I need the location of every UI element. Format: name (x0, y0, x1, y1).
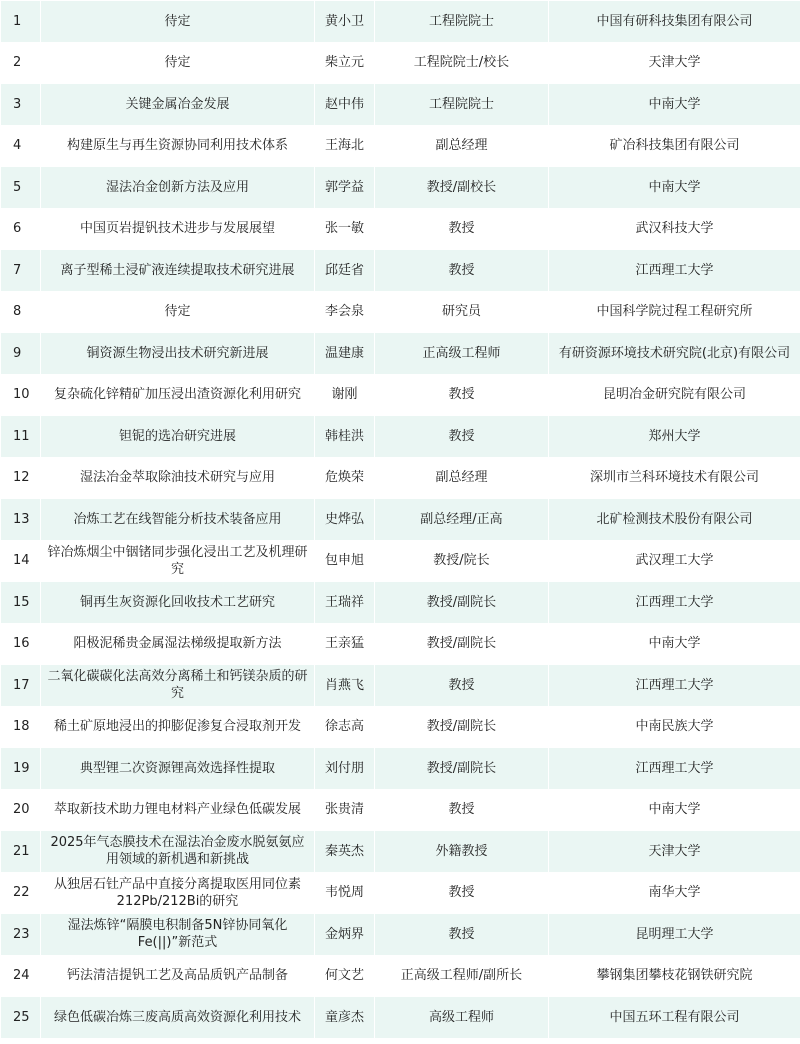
speaker-name: 黄小卫 (315, 1, 375, 43)
table-row (1, 665, 800, 707)
speaker-table-body (1, 1, 800, 1039)
table-row (1, 540, 800, 582)
speaker-name: 邱廷省 (315, 250, 375, 292)
table-row (1, 125, 800, 167)
speaker-name: 王海北 (315, 125, 375, 167)
speaker-name: 柴立元 (315, 42, 375, 84)
talk-title: 冶炼工艺在线智能分析技术装备应用 (41, 499, 315, 541)
row-number: 4 (1, 125, 41, 167)
row-number: 11 (1, 416, 41, 458)
speaker-role: 教授/副院长 (375, 706, 549, 748)
row-number: 19 (1, 748, 41, 790)
table-row (1, 333, 800, 375)
table-row (1, 955, 800, 997)
speaker-organization: 北矿检测技术股份有限公司 (549, 499, 800, 541)
speaker-role: 副总经理/正高 (375, 499, 549, 541)
speaker-name: 何文艺 (315, 955, 375, 997)
speaker-organization: 中南大学 (549, 167, 800, 209)
speaker-name: 张贵清 (315, 789, 375, 831)
table-row (1, 208, 800, 250)
talk-title: 绿色低碳冶炼三废高质高效资源化利用技术 (41, 997, 315, 1039)
row-number: 5 (1, 167, 41, 209)
talk-title: 萃取新技术助力锂电材料产业绿色低碳发展 (41, 789, 315, 831)
speaker-organization: 矿冶科技集团有限公司 (549, 125, 800, 167)
row-number: 21 (1, 831, 41, 873)
speaker-name: 童彦杰 (315, 997, 375, 1039)
talk-title: 钽铌的选冶研究进展 (41, 416, 315, 458)
speaker-role: 工程院院士 (375, 84, 549, 126)
speaker-role: 工程院院士/校长 (375, 42, 549, 84)
table-row (1, 167, 800, 209)
speaker-role: 教授 (375, 416, 549, 458)
speaker-name: 韦悦周 (315, 872, 375, 914)
row-number: 6 (1, 208, 41, 250)
table-row (1, 789, 800, 831)
speaker-organization: 中国五环工程有限公司 (549, 997, 800, 1039)
talk-title: 离子型稀土浸矿液连续提取技术研究进展 (41, 250, 315, 292)
table-row (1, 831, 800, 873)
speaker-organization: 江西理工大学 (549, 748, 800, 790)
row-number: 22 (1, 872, 41, 914)
talk-title: 待定 (41, 1, 315, 43)
speaker-organization: 江西理工大学 (549, 250, 800, 292)
speaker-organization: 中南大学 (549, 84, 800, 126)
row-number: 17 (1, 665, 41, 707)
talk-title: 从独居石钍产品中直接分离提取医用同位素212Pb/212Bi的研究 (41, 872, 315, 914)
row-number: 25 (1, 997, 41, 1039)
row-number: 13 (1, 499, 41, 541)
row-number: 15 (1, 582, 41, 624)
speaker-role: 教授 (375, 250, 549, 292)
row-number: 1 (1, 1, 41, 43)
speaker-name: 王瑞祥 (315, 582, 375, 624)
table-row (1, 374, 800, 416)
talk-title: 稀土矿原地浸出的抑膨促渗复合浸取剂开发 (41, 706, 315, 748)
row-number: 10 (1, 374, 41, 416)
talk-title: 二氧化碳碳化法高效分离稀土和钙镁杂质的研究 (41, 665, 315, 707)
speaker-name: 李会泉 (315, 291, 375, 333)
table-row (1, 706, 800, 748)
talk-title: 铜再生灰资源化回收技术工艺研究 (41, 582, 315, 624)
speaker-role: 正高级工程师/副所长 (375, 955, 549, 997)
speaker-organization: 中南大学 (549, 623, 800, 665)
speaker-role: 教授 (375, 374, 549, 416)
talk-title: 湿法炼锌“隔膜电积制备5N锌协同氧化Fe(||)”新范式 (41, 914, 315, 956)
talk-title: 湿法冶金萃取除油技术研究与应用 (41, 457, 315, 499)
table-row (1, 84, 800, 126)
talk-title: 待定 (41, 42, 315, 84)
speaker-organization: 有研资源环境技术研究院(北京)有限公司 (549, 333, 800, 375)
speaker-role: 正高级工程师 (375, 333, 549, 375)
speaker-organization: 南华大学 (549, 872, 800, 914)
speaker-organization: 攀钢集团攀枝花钢铁研究院 (549, 955, 800, 997)
speaker-organization: 中国有研科技集团有限公司 (549, 1, 800, 43)
speaker-role: 教授 (375, 665, 549, 707)
speaker-organization: 中国科学院过程工程研究所 (549, 291, 800, 333)
speaker-role: 教授/副院长 (375, 748, 549, 790)
speaker-role: 外籍教授 (375, 831, 549, 873)
speaker-role: 研究员 (375, 291, 549, 333)
row-number: 24 (1, 955, 41, 997)
speaker-role: 教授/副院长 (375, 623, 549, 665)
talk-title: 2025年气态膜技术在湿法冶金废水脱氨氨应用领域的新机遇和新挑战 (41, 831, 315, 873)
speaker-role: 教授 (375, 789, 549, 831)
speaker-organization: 江西理工大学 (549, 582, 800, 624)
talk-title: 关键金属冶金发展 (41, 84, 315, 126)
talk-title: 复杂硫化锌精矿加压浸出渣资源化利用研究 (41, 374, 315, 416)
speaker-organization: 昆明冶金研究院有限公司 (549, 374, 800, 416)
row-number: 8 (1, 291, 41, 333)
table-row (1, 623, 800, 665)
talk-title: 湿法冶金创新方法及应用 (41, 167, 315, 209)
talk-title: 钙法清洁提钒工艺及高品质钒产品制备 (41, 955, 315, 997)
talk-title: 构建原生与再生资源协同利用技术体系 (41, 125, 315, 167)
speaker-organization: 昆明理工大学 (549, 914, 800, 956)
talk-title: 阳极泥稀贵金属湿法梯级提取新方法 (41, 623, 315, 665)
row-number: 18 (1, 706, 41, 748)
speaker-organization: 中南民族大学 (549, 706, 800, 748)
table-row (1, 42, 800, 84)
row-number: 12 (1, 457, 41, 499)
speaker-organization: 武汉科技大学 (549, 208, 800, 250)
speaker-role: 教授/院长 (375, 540, 549, 582)
speaker-organization: 深圳市兰科环境技术有限公司 (549, 457, 800, 499)
speaker-organization: 武汉理工大学 (549, 540, 800, 582)
talk-title: 典型锂二次资源锂高效选择性提取 (41, 748, 315, 790)
talk-title: 铜资源生物浸出技术研究新进展 (41, 333, 315, 375)
row-number: 3 (1, 84, 41, 126)
speaker-name: 危焕荣 (315, 457, 375, 499)
speaker-role: 教授/副校长 (375, 167, 549, 209)
row-number: 16 (1, 623, 41, 665)
speaker-role: 教授 (375, 208, 549, 250)
speaker-organization: 江西理工大学 (549, 665, 800, 707)
table-row (1, 250, 800, 292)
speaker-name: 包申旭 (315, 540, 375, 582)
talk-title: 中国页岩提钒技术进步与发展展望 (41, 208, 315, 250)
speaker-name: 肖燕飞 (315, 665, 375, 707)
talk-title: 待定 (41, 291, 315, 333)
table-row (1, 748, 800, 790)
speaker-role: 教授/副院长 (375, 582, 549, 624)
speaker-organization: 天津大学 (549, 831, 800, 873)
speaker-organization: 天津大学 (549, 42, 800, 84)
speaker-organization: 中南大学 (549, 789, 800, 831)
speaker-role: 高级工程师 (375, 997, 549, 1039)
speaker-role: 教授 (375, 914, 549, 956)
speaker-name: 张一敏 (315, 208, 375, 250)
speaker-role: 副总经理 (375, 125, 549, 167)
speaker-name: 秦英杰 (315, 831, 375, 873)
table-row (1, 914, 800, 956)
table-row (1, 582, 800, 624)
row-number: 9 (1, 333, 41, 375)
speaker-role: 教授 (375, 872, 549, 914)
speaker-name: 赵中伟 (315, 84, 375, 126)
row-number: 2 (1, 42, 41, 84)
row-number: 23 (1, 914, 41, 956)
row-number: 14 (1, 540, 41, 582)
row-number: 20 (1, 789, 41, 831)
speaker-role: 工程院院士 (375, 1, 549, 43)
speaker-role: 副总经理 (375, 457, 549, 499)
row-number: 7 (1, 250, 41, 292)
speaker-name: 刘付朋 (315, 748, 375, 790)
speaker-name: 韩桂洪 (315, 416, 375, 458)
speaker-name: 徐志高 (315, 706, 375, 748)
speaker-organization: 郑州大学 (549, 416, 800, 458)
table-row (1, 1, 800, 43)
speaker-name: 王亲猛 (315, 623, 375, 665)
table-row (1, 457, 800, 499)
speaker-name: 郭学益 (315, 167, 375, 209)
speaker-name: 金炳界 (315, 914, 375, 956)
speaker-name: 温建康 (315, 333, 375, 375)
talk-title: 锌冶炼烟尘中铟锗同步强化浸出工艺及机理研究 (41, 540, 315, 582)
speaker-name: 史烨弘 (315, 499, 375, 541)
speaker-name: 谢刚 (315, 374, 375, 416)
table-row (1, 997, 800, 1039)
table-row (1, 872, 800, 914)
table-row (1, 499, 800, 541)
table-row (1, 291, 800, 333)
table-row (1, 416, 800, 458)
